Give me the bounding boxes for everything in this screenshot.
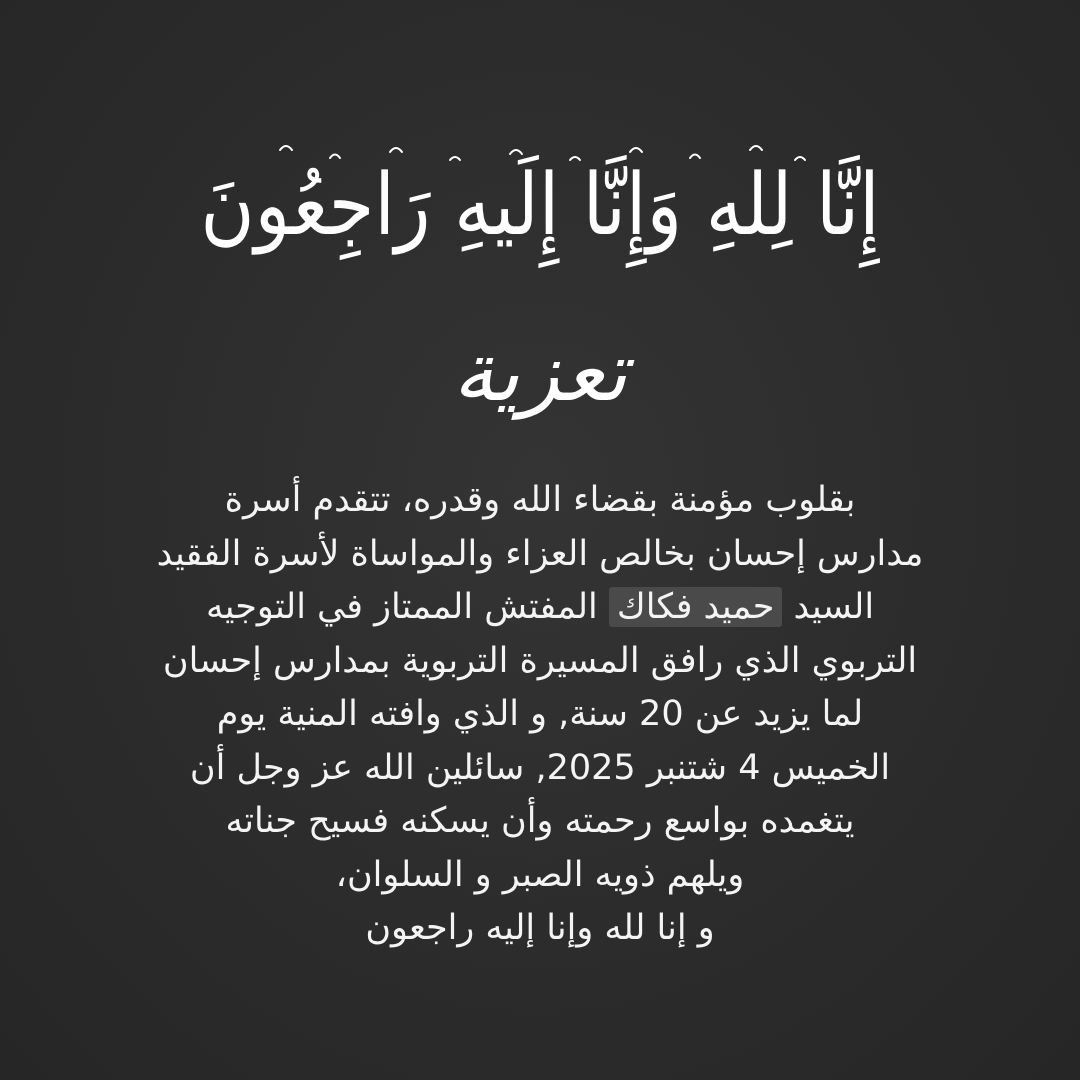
message-line-part: السيد bbox=[793, 587, 875, 627]
condolence-heading: تعزية bbox=[452, 325, 628, 420]
message-line-part: المفتش الممتاز في التوجيه bbox=[205, 587, 598, 627]
message-line: بقلوب مؤمنة بقضاء الله وقدره، تتقدم أسرة bbox=[224, 480, 856, 520]
message-line: الخميس 4 شتنبر 2025, سائلين الله عز وجل أن bbox=[189, 747, 891, 788]
calligraphy-title bbox=[200, 130, 880, 280]
message-line: و إنا لله وإنا إليه راجعون bbox=[365, 908, 715, 948]
deceased-name: حميد فكاك bbox=[609, 587, 783, 627]
condolence-message bbox=[70, 474, 1010, 956]
message-line bbox=[70, 581, 1010, 635]
message-line: ويلهم ذويه الصبر و السلوان، bbox=[335, 854, 745, 895]
calligraphy-text: إِنَّا لِلهِ وَإِنَّا إِلَيهِ رَاجِعُونَ bbox=[200, 155, 880, 255]
message-line: مدارس إحسان بخالص العزاء والمواساة لأسرة الفقيد bbox=[156, 533, 924, 574]
message-line: يتغمده بواسع رحمته وأن يسكنه فسيح جناته bbox=[225, 801, 855, 841]
message-line: لما يزيد عن 20 سنة, و الذي وافته المنية يوم bbox=[216, 694, 864, 734]
message-line: التربوي الذي رافق المسيرة التربوية بمدارس إحسان bbox=[162, 640, 918, 681]
